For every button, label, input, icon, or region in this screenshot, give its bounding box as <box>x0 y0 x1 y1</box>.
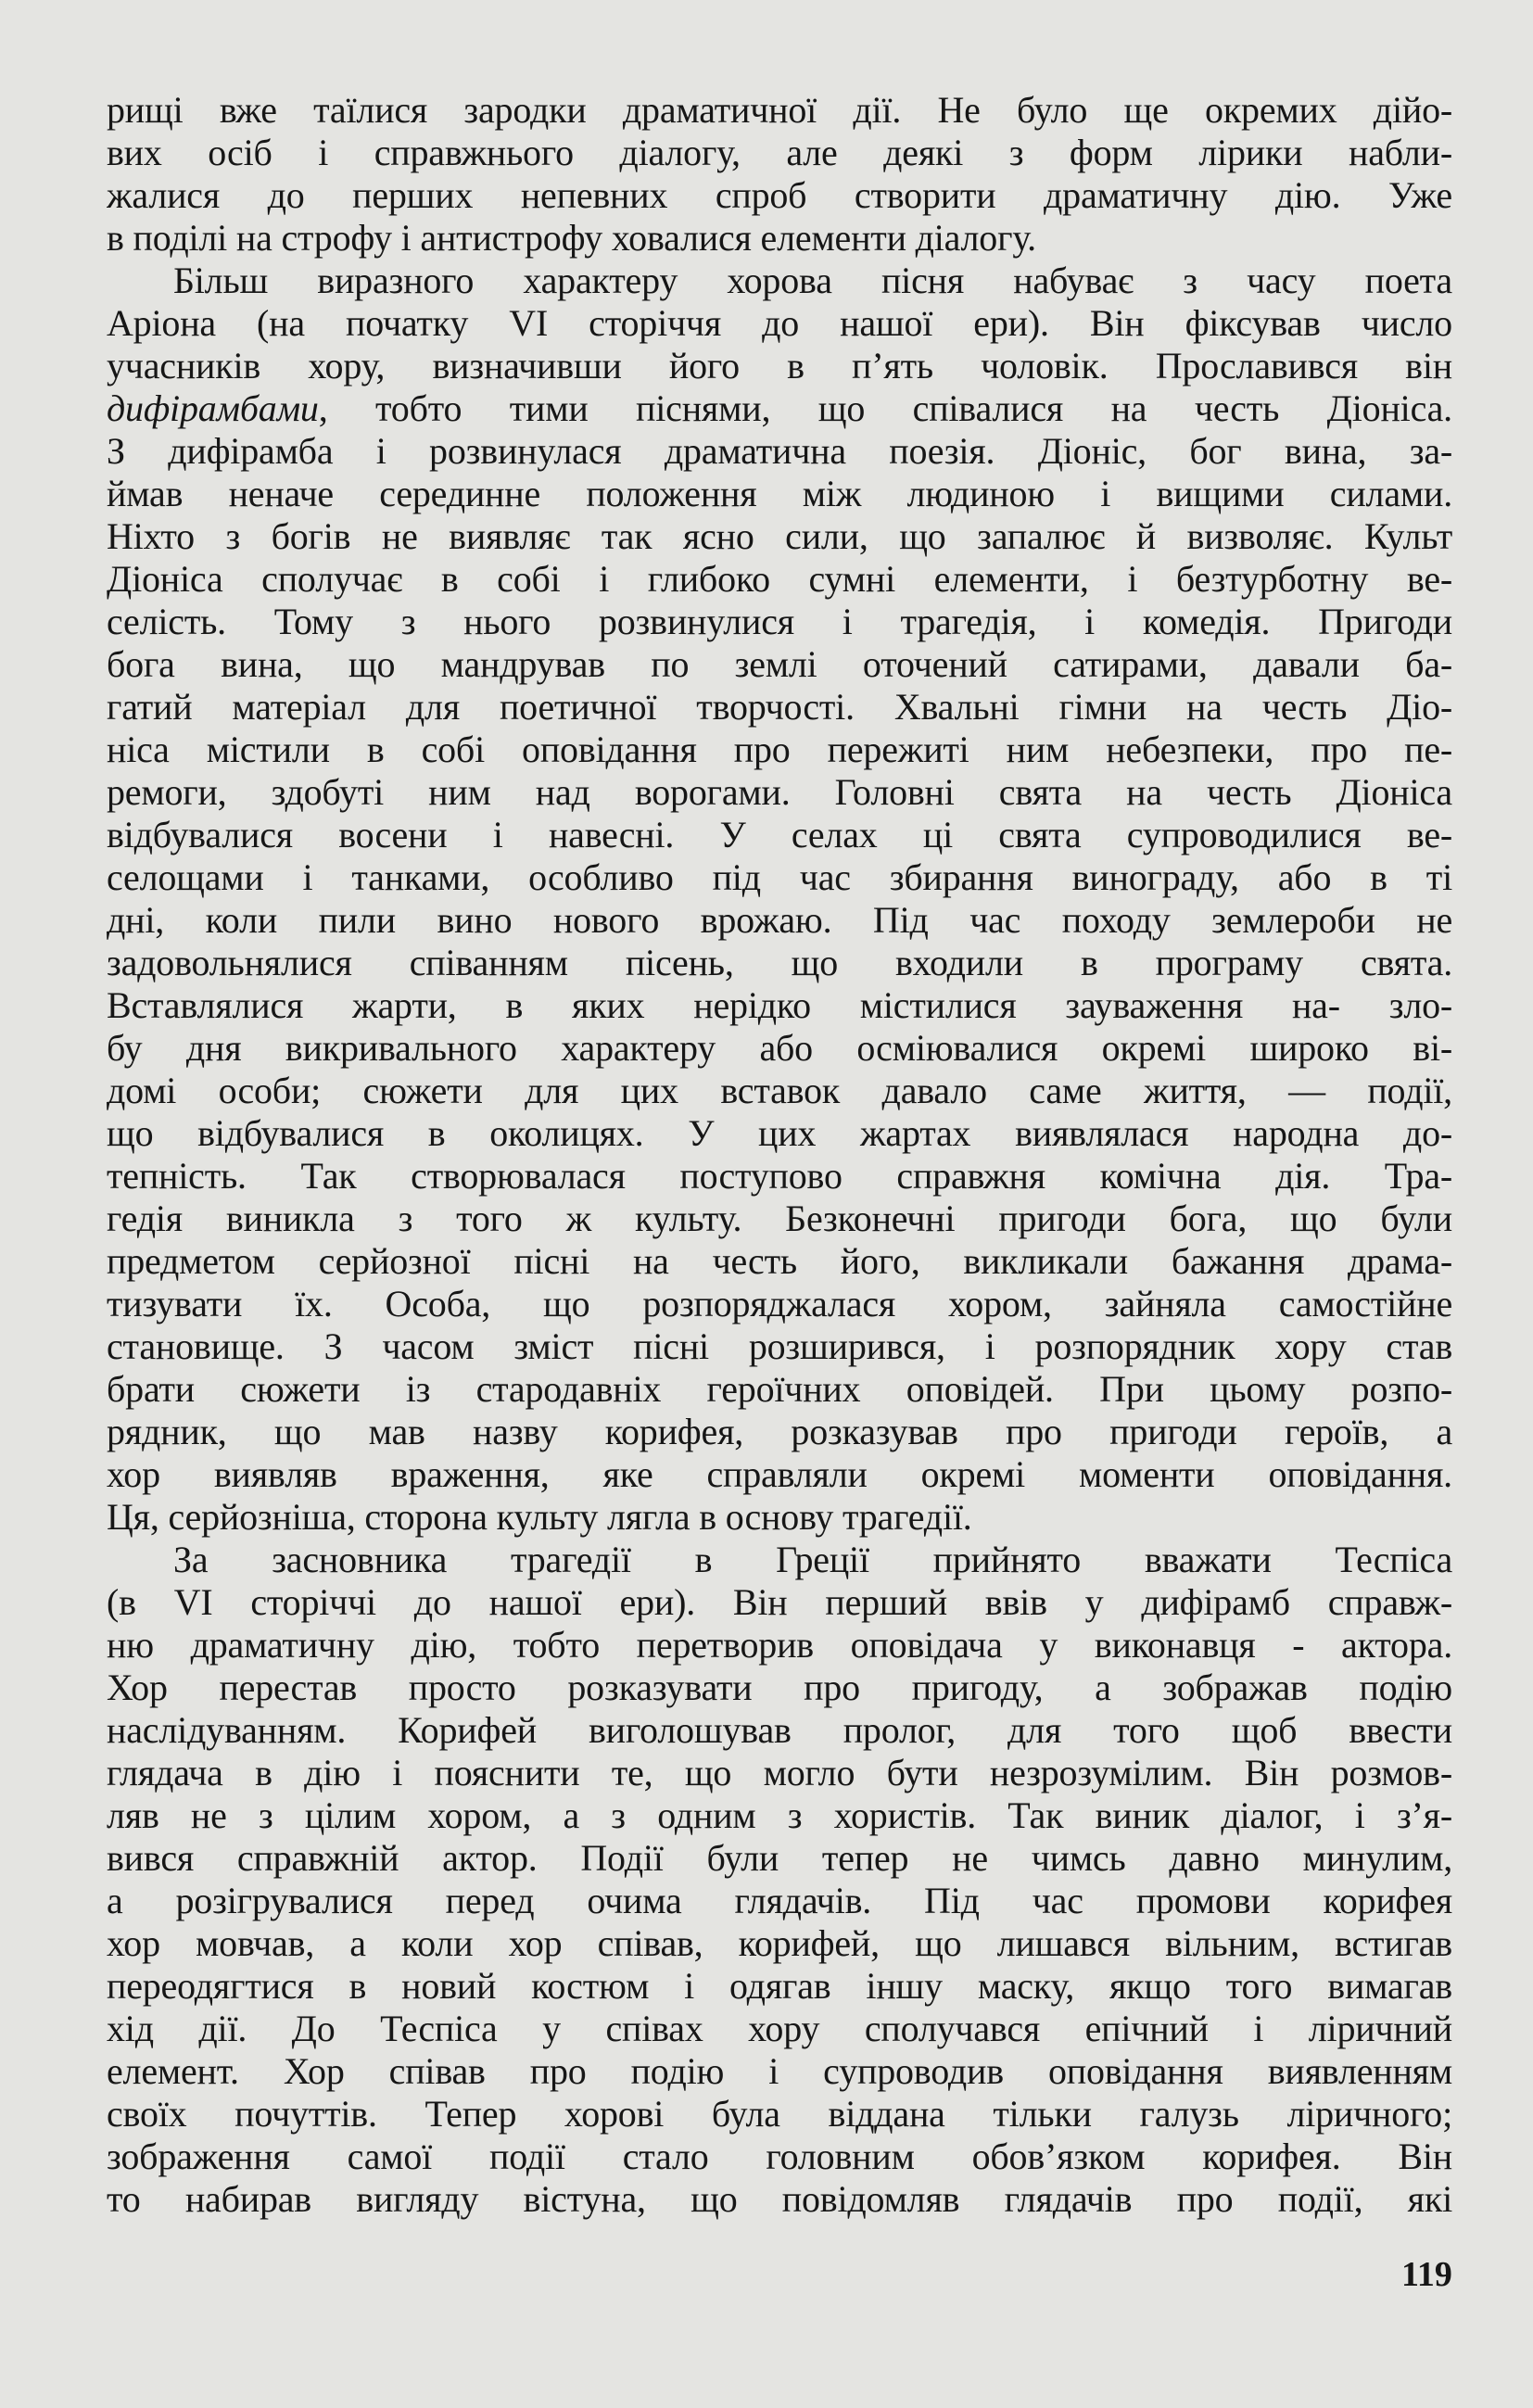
text-line: а розігрувалися перед очима глядачів. Під час промови корифея <box>107 1880 1452 1921</box>
text-line: в поділі на строфу і антистрофу ховалися елементи діалогу. <box>107 217 1036 259</box>
text-line: відбувалися восени і навесні. У селах ці свята супроводилися ве- <box>107 814 1452 855</box>
text-line: гатий матеріал для поетичної творчості. Хвальні гімни на честь Діо- <box>107 686 1452 728</box>
text-line: Вставлялися жарти, в яких нерідко містилися зауваження на- зло- <box>107 984 1452 1026</box>
text-line: Хор перестав просто розказувати про пригоду, а зображав подію <box>107 1667 1452 1708</box>
text-line: задовольнялися співанням пісень, що входили в програму свята. <box>107 942 1452 983</box>
text-line: За засновника трагедії в Греції прийнято вважати Теспіса <box>173 1539 1452 1580</box>
text-line: то набирав вигляду вістуна, що повідомляв глядачів про події, які <box>107 2178 1452 2220</box>
text-line: ню драматичну дію, тобто перетворив оповідача у виконавця - актора. <box>107 1624 1452 1666</box>
text-line: тепність. Так створювалася поступово справжня комічна дія. Тра- <box>107 1155 1452 1197</box>
text-line: наслідуванням. Корифей виголошував пролог, для того щоб ввести <box>107 1709 1452 1751</box>
text-line: становище. З часом зміст пісні розширився, і розпорядник хору став <box>107 1325 1452 1367</box>
text-line: рищі вже таїлися зародки драматичної дії. Не було ще окремих дійо- <box>107 89 1452 131</box>
text-line: глядача в дію і пояснити те, що могло бути незрозумілим. Він розмов- <box>107 1752 1452 1793</box>
text-line: (в VI сторіччі до нашої ери). Він перший ввів у дифірамб справж- <box>107 1581 1452 1623</box>
paragraph <box>107 1539 1452 2221</box>
text-line: вився справжній актор. Події були тепер не чимсь давно минулим, <box>107 1837 1452 1879</box>
text-line: ніса містили в собі оповідання про пережиті ним небезпеки, про пе- <box>107 729 1452 770</box>
text-line: учасників хору, визначивши його в п’ять чоловік. Прославився він <box>107 345 1452 387</box>
text-line: хід дії. До Теспіса у співах хору сполучався епічний і ліричний <box>107 2008 1452 2049</box>
text-line: бога вина, що мандрував по землі оточений сатирами, давали ба- <box>107 643 1452 685</box>
text-line: Ніхто з богів не виявляє так ясно сили, що запалює й визволяє. Культ <box>107 515 1452 557</box>
text-line: жалися до перших непевних спроб створити драматичну дію. Уже <box>107 174 1452 216</box>
text-line: З дифірамба і розвинулася драматична поезія. Діоніс, бог вина, за- <box>107 430 1452 472</box>
text-line: Більш виразного характеру хорова пісня набуває з часу поета <box>173 260 1452 301</box>
text-line: ймав неначе серединне положення між людиною і вищими силами. <box>107 473 1452 514</box>
text-line: зображення самої події стало головним обов’язком корифея. Він <box>107 2136 1452 2177</box>
text-line: Ця, серйозніша, сторона культу лягла в основу трагедії. <box>107 1496 972 1538</box>
text-line: предметом серйозної пісні на честь його, викликали бажання драма- <box>107 1240 1452 1282</box>
text-line: бу дня викривального характеру або осміювалися окремі широко ві- <box>107 1027 1452 1069</box>
text-line: вих осіб і справжнього діалогу, але деякі з форм лірики набли- <box>107 132 1452 173</box>
text-line: тизувати їх. Особа, що розпоряджалася хором, зайняла самостійне <box>107 1283 1452 1324</box>
italic-term: дифірамбами <box>107 387 319 429</box>
text-line: ляв не з цілим хором, а з одним з хористів. Так виник діалог, і з’я- <box>107 1794 1452 1836</box>
text-line: своїх почуттів. Тепер хорові була віддана тільки галузь ліричного; <box>107 2093 1452 2135</box>
text-line: гедія виникла з того ж культу. Безконечні пригоди бога, що були <box>107 1198 1452 1239</box>
text-line: ремоги, здобуті ним над ворогами. Головні свята на честь Діоніса <box>107 771 1452 813</box>
text-line: елемент. Хор співав про подію і супроводив оповідання виявленням <box>107 2050 1452 2092</box>
text-span: , тобто тими піснями, що співалися на честь Діоніса. <box>318 387 1452 429</box>
text-line <box>107 387 1452 430</box>
text-line: Аріона (на початку VI сторіччя до нашої ери). Він фіксував число <box>107 302 1452 344</box>
paragraph <box>107 260 1452 1539</box>
text-line: переодягтися в новий костюм і одягав іншу маску, якщо того вимагав <box>107 1965 1452 2007</box>
text-line: Діоніса сполучає в собі і глибоко сумні елементи, і безтурботну ве- <box>107 558 1452 600</box>
text-line: що відбувалися в околицях. У цих жартах виявлялася народна до- <box>107 1112 1452 1154</box>
text-line: хор виявляв враження, яке справляли окремі моменти оповідання. <box>107 1453 1452 1495</box>
text-line: селість. Тому з нього розвинулися і трагедія, і комедія. Пригоди <box>107 601 1452 642</box>
text-line: домі особи; сюжети для цих вставок давало саме життя, — події, <box>107 1070 1452 1111</box>
text-line: селощами і танками, особливо під час збирання винограду, або в ті <box>107 856 1452 898</box>
paragraph <box>107 89 1452 260</box>
text-line: брати сюжети із стародавніх героїчних оповідей. При цьому розпо- <box>107 1368 1452 1410</box>
page-body-text <box>107 89 1452 2221</box>
text-line: хор мовчав, а коли хор співав, корифей, що лишався вільним, встигав <box>107 1922 1452 1964</box>
text-line: дні, коли пили вино нового врожаю. Під час походу землероби не <box>107 899 1452 941</box>
page-number: 119 <box>1401 2255 1452 2294</box>
text-line: рядник, що мав назву корифея, розказував про пригоди героїв, а <box>107 1411 1452 1452</box>
